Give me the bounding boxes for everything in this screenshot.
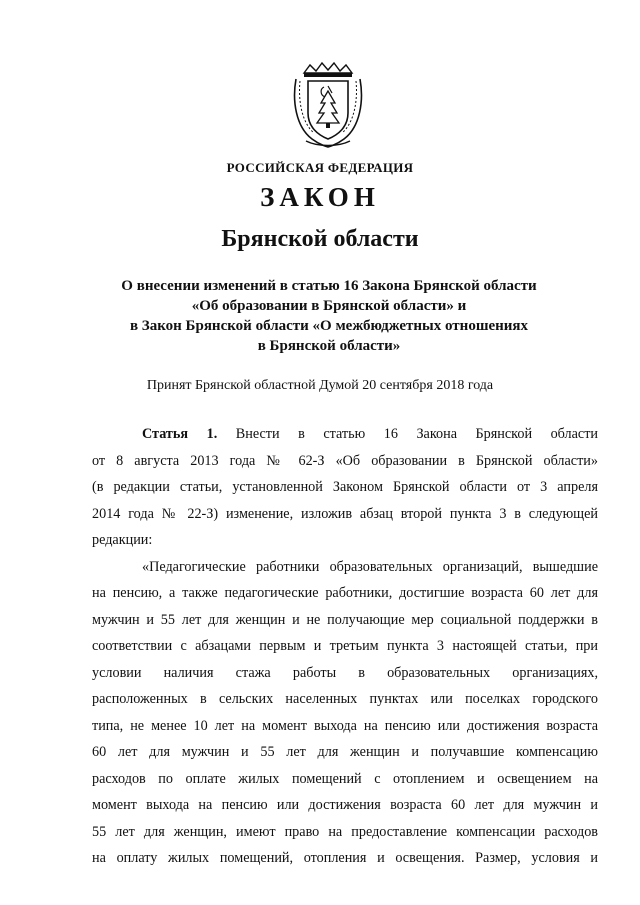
article-1-first-line <box>92 421 598 448</box>
law-body <box>92 421 598 872</box>
quote-line: расположенных в сельских населенных пунктах или поселках городского <box>92 691 598 707</box>
quote-line: момент выхода на пенсию или достижения возраста 60 лет для мужчин и <box>92 797 598 813</box>
quote-line: типа, не менее 10 лет на момент выхода на пенсию или достижения возраста <box>92 717 598 734</box>
article-text-line: Внести в статью 16 Закона Брянской области <box>235 426 598 442</box>
quote-line: мужчин и 55 лет для женщин и не получающие мер социальной поддержки в <box>92 611 598 628</box>
quote-line: расходов по оплате жилых помещений с отоплением и освещением на <box>92 770 598 787</box>
region-name: Брянской области <box>221 226 419 252</box>
quote-line: 60 лет для мужчин и 55 лет для женщин и получавшие компенсацию <box>92 744 598 760</box>
article-text-line: 2014 года № 22-З) изменение, изложив абзац второй пункта 3 в следующей <box>92 505 598 522</box>
law-title-line: О внесении изменений в статью 16 Закона Брянской области <box>121 278 537 294</box>
quote-line: соответствии с абзацами первым и третьим пункта 3 настоящей статьи, при <box>92 638 598 654</box>
article-text-line: от 8 августа 2013 года № 62-З «Об образовании в Брянской области» <box>92 452 598 469</box>
law-title-line: в Брянской области» <box>257 338 401 354</box>
quote-line: «Педагогические работники образовательных организаций, вышедшие <box>142 558 598 575</box>
quote-line: на оплату жилых помещений, отопления и освещения. Размер, условия и <box>92 850 598 866</box>
quote-line: на пенсию, а также педагогические работники, достигшие возраста 60 лет для <box>92 585 598 601</box>
bryansk-coat-of-arms-icon <box>290 61 366 149</box>
country-name: РОССИЙСКАЯ ФЕДЕРАЦИЯ <box>226 160 414 175</box>
adoption-note: Принят Брянской областной Думой 20 сентября 2018 года <box>146 378 494 393</box>
law-title-line: в Закон Брянской области «О межбюджетных отношениях <box>129 318 529 334</box>
quote-line: условии наличия стажа работы в образовательных организациях, <box>92 664 598 681</box>
law-title <box>95 276 563 356</box>
article-label: Статья 1. <box>142 426 218 442</box>
article-text-line: (в редакции статьи, установленной Законом Брянской области от 3 апреля <box>92 479 598 495</box>
document-type: ЗАКОН <box>260 182 380 212</box>
quote-line: 55 лет для женщин, имеют право на предоставление компенсации расходов <box>92 823 598 840</box>
article-text-line: редакции: <box>92 532 153 548</box>
law-title-line: «Об образовании в Брянской области» и <box>191 298 467 314</box>
